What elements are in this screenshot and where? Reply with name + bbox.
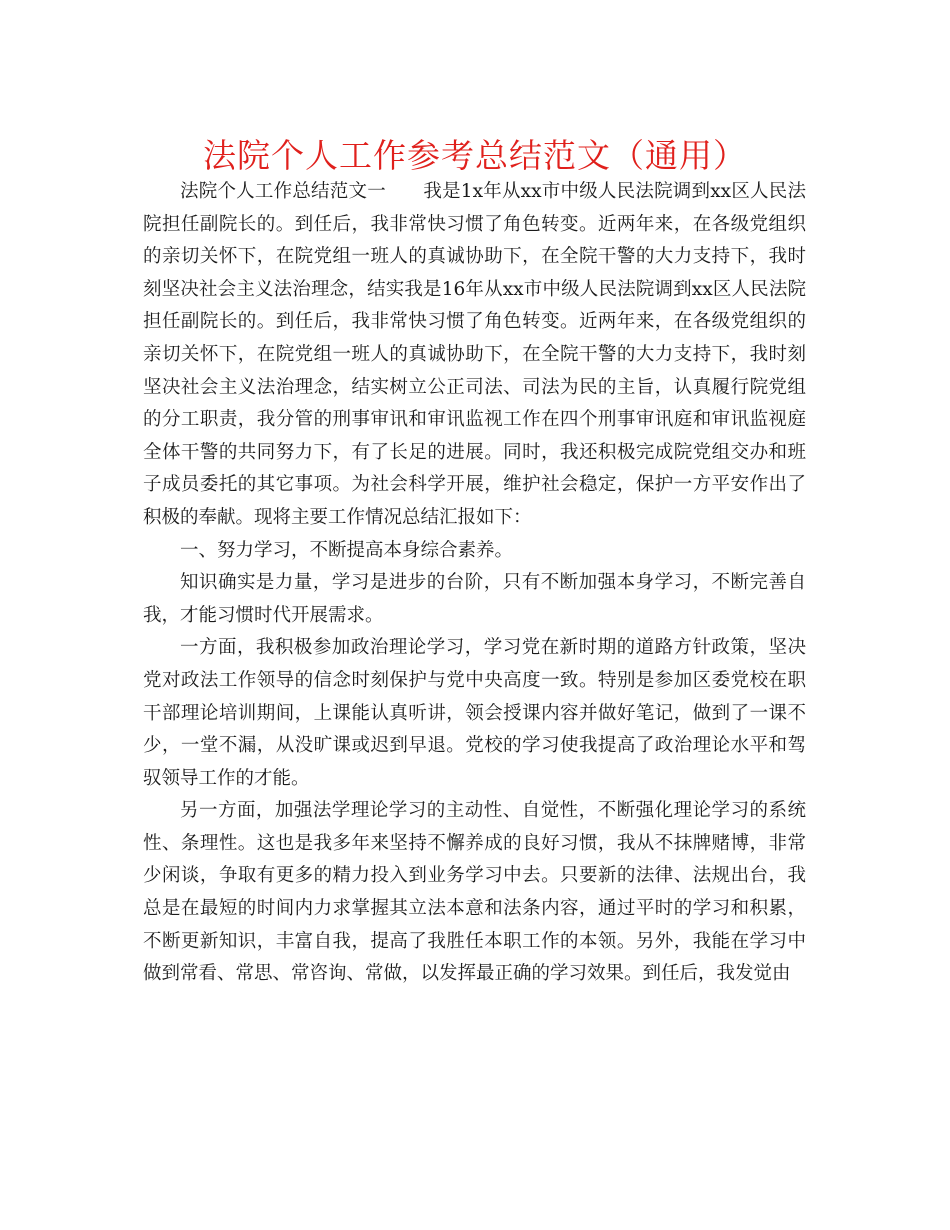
document-title: 法院个人工作参考总结范文（通用） (203, 136, 747, 175)
paragraph-legal-study: 另一方面，加强法学理论学习的主动性、自觉性，不断强化理论学习的系统性、条理性。这也是我多年来坚持不懈养成的良好习惯，我从不抹牌赌博，非常少闲谈，争取有更多的精力投入到业务学习中去。只要新的法律、法规出台，我总是在最短的时间内力求掌握其立法本意和法条内容，通过平时的学习和积累，不断更新知识，丰富自我，提高了我胜任本职工作的本领。另外，我能在学习中做到常看、常思、常咨询、常做，以发挥最正确的学习效果。到任后，我发觉由 (143, 800, 806, 985)
paragraph-intro: 法院个人工作总结范文一 我是1x年从xx市中级人民法院调到xx区人民法院担任副院长的。到任后，我非常快习惯了角色转变。近两年来，在各级党组织的亲切关怀下，在院党组一班人的真诚协助下，在全院干警的大力支持下，我时刻坚决社会主义法治理念，结实我是16年从xx市中级人民法院调到xx区人民法院担任副院长的。到任后，我非常快习惯了角色转变。近两年来，在各级党组织的亲切关怀下，在院党组一班人的真诚协助下，在全院干警的大力支持下，我时刻坚决社会主义法治理念，结实树立公正司法、司法为民的主旨，认真履行院党组的分工职责，我分管的刑事审讯和审讯监视工作在四个刑事审讯庭和审讯监视庭全体干警的共同努力下，有了长足的进展。同时，我还积极完成院党组交办和班子成员委托的其它事项。为社会科学开展，维护社会稳定，保护一方平安作出了积极的奉献。现将主要工作情况总结汇报如下： (143, 181, 806, 528)
paragraph-knowledge: 知识确实是力量，学习是进步的台阶，只有不断加强本身学习，不断完善自我，才能习惯时代开展需求。 (143, 572, 806, 626)
document-body (143, 176, 806, 991)
paragraph-political-study: 一方面，我积极参加政治理论学习，学习党在新时期的道路方针政策，坚决党对政法工作领导的信念时刻保护与党中央高度一致。特别是参加区委党校在职干部理论培训期间，上课能认真听讲，领会授课内容并做好笔记，做到了一课不少，一堂不漏，从没旷课或迟到早退。党校的学习使我提高了政治理论水平和驾驭领导工作的才能。 (143, 637, 806, 789)
section-heading-study: 一、努力学习，不断提高本身综合素养。 (180, 539, 514, 561)
